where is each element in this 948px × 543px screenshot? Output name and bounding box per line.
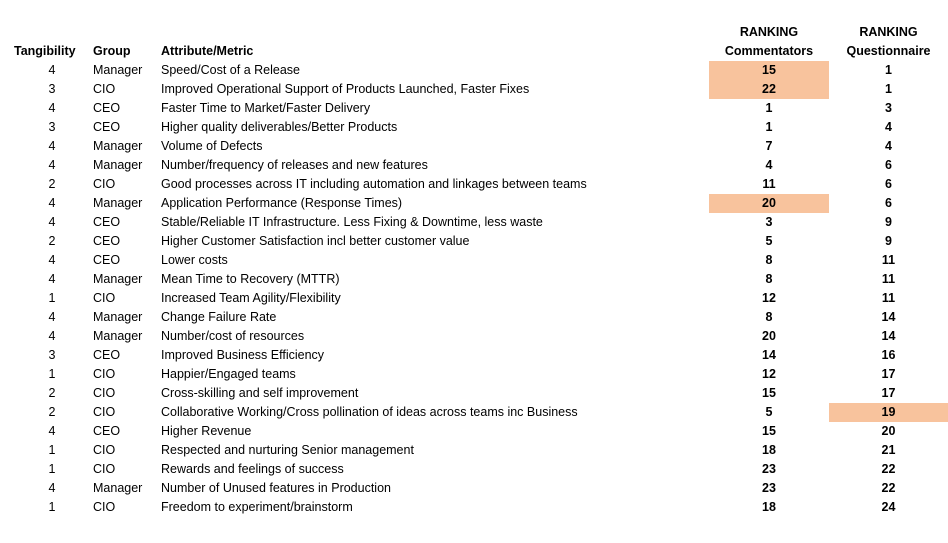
commentators-rank-cell: 8	[765, 310, 773, 324]
group-cell: Manager	[93, 63, 143, 77]
group-cell: CIO	[93, 177, 116, 191]
commentators-rank-cell: 14	[762, 348, 776, 362]
tangibility-cell: 4	[48, 101, 56, 115]
commentators-rank-cell: 12	[762, 291, 776, 305]
questionnaire-rank-cell: 6	[885, 196, 892, 210]
table-row	[0, 251, 948, 270]
tangibility-cell: 4	[48, 253, 56, 267]
table-row	[0, 61, 948, 80]
commentators-rank-cell: 12	[762, 367, 776, 381]
tangibility-cell: 4	[48, 481, 56, 495]
questionnaire-rank-cell: 11	[881, 291, 896, 305]
attribute-cell: Good processes across IT including automation and linkages between teams	[161, 177, 587, 191]
commentators-rank-cell: 1	[765, 120, 773, 134]
group-cell: CEO	[93, 424, 121, 438]
questionnaire-rank-cell: 14	[881, 329, 896, 343]
tangibility-cell: 2	[48, 405, 56, 419]
tangibility-cell: 1	[48, 462, 56, 476]
header-ranking-questionnaire-line1: RANKING	[859, 25, 918, 39]
tangibility-cell: 3	[48, 348, 56, 362]
questionnaire-rank-cell: 9	[885, 215, 892, 229]
attribute-cell: Respected and nurturing Senior management	[161, 443, 414, 457]
commentators-rank-cell: 15	[762, 424, 776, 438]
commentators-rank-cell: 5	[765, 405, 773, 419]
tangibility-cell: 4	[48, 63, 56, 77]
commentators-rank-cell: 23	[762, 481, 776, 495]
header-ranking-questionnaire-line2: Questionnaire	[846, 44, 931, 58]
group-cell: CIO	[93, 405, 116, 419]
attribute-cell: Change Failure Rate	[161, 310, 277, 324]
group-cell: CIO	[93, 500, 116, 514]
questionnaire-rank-cell: 11	[881, 253, 896, 267]
tangibility-cell: 4	[48, 424, 56, 438]
commentators-rank-cell: 8	[765, 272, 773, 286]
table-row	[0, 441, 948, 460]
table-row	[0, 80, 948, 99]
questionnaire-rank-cell: 1	[885, 82, 892, 96]
tangibility-cell: 4	[48, 272, 56, 286]
commentators-rank-cell: 22	[709, 80, 829, 99]
group-cell: CEO	[93, 234, 121, 248]
table-row	[0, 403, 948, 422]
attribute-cell: Speed/Cost of a Release	[161, 63, 300, 77]
table-row	[0, 327, 948, 346]
tangibility-cell: 4	[48, 329, 56, 343]
header-ranking-commentators-line2: Commentators	[724, 44, 814, 58]
table-row	[0, 270, 948, 289]
commentators-rank-cell: 4	[765, 158, 773, 172]
tangibility-cell: 4	[48, 158, 56, 172]
group-cell: CIO	[93, 386, 116, 400]
attribute-cell: Number of Unused features in Production	[161, 481, 391, 495]
table-row	[0, 479, 948, 498]
table-row	[0, 384, 948, 403]
questionnaire-rank-cell: 19	[829, 403, 948, 422]
group-cell: Manager	[93, 139, 143, 153]
attribute-cell: Application Performance (Response Times)	[161, 196, 403, 210]
tangibility-cell: 1	[48, 443, 56, 457]
group-cell: Manager	[93, 272, 143, 286]
group-cell: CEO	[93, 101, 121, 115]
tangibility-cell: 1	[48, 291, 56, 305]
ranking-table	[0, 61, 948, 517]
table-row	[0, 232, 948, 251]
attribute-cell: Higher Revenue	[161, 424, 252, 438]
header-ranking-commentators-line1: RANKING	[739, 25, 799, 39]
attribute-cell: Cross-skilling and self improvement	[161, 386, 359, 400]
attribute-cell: Higher quality deliverables/Better Products	[161, 120, 398, 134]
questionnaire-rank-cell: 6	[885, 177, 892, 191]
commentators-rank-cell: 23	[762, 462, 776, 476]
questionnaire-rank-cell: 11	[881, 272, 896, 286]
questionnaire-rank-cell: 21	[881, 443, 896, 457]
group-cell: CIO	[93, 367, 116, 381]
commentators-rank-cell: 20	[709, 194, 829, 213]
attribute-cell: Improved Operational Support of Products Launched, Faster Fixes	[161, 82, 530, 96]
group-cell: CEO	[93, 215, 121, 229]
commentators-rank-cell: 3	[765, 215, 773, 229]
table-row	[0, 460, 948, 479]
attribute-cell: Volume of Defects	[161, 139, 263, 153]
questionnaire-rank-cell: 4	[885, 120, 892, 134]
tangibility-cell: 1	[48, 367, 56, 381]
commentators-rank-cell: 20	[762, 329, 776, 343]
tangibility-cell: 2	[48, 177, 56, 191]
table-row	[0, 346, 948, 365]
table-row	[0, 137, 948, 156]
questionnaire-rank-cell: 20	[881, 424, 896, 438]
group-cell: CIO	[93, 462, 116, 476]
group-cell: CEO	[93, 120, 121, 134]
header-tangibility: Tangibility	[14, 44, 76, 58]
questionnaire-rank-cell: 17	[881, 386, 896, 400]
group-cell: CEO	[93, 348, 121, 362]
group-cell: Manager	[93, 481, 143, 495]
table-row	[0, 213, 948, 232]
attribute-cell: Number/cost of resources	[161, 329, 305, 343]
table-row	[0, 194, 948, 213]
questionnaire-rank-cell: 17	[881, 367, 896, 381]
tangibility-cell: 2	[48, 234, 56, 248]
tangibility-cell: 1	[48, 500, 56, 514]
attribute-cell: Number/frequency of releases and new features	[161, 158, 428, 172]
table-row	[0, 365, 948, 384]
group-cell: Manager	[93, 310, 143, 324]
tangibility-cell: 4	[48, 310, 56, 324]
table-row	[0, 175, 948, 194]
commentators-rank-cell: 8	[765, 253, 773, 267]
questionnaire-rank-cell: 22	[881, 462, 896, 476]
attribute-cell: Higher Customer Satisfaction incl better customer value	[161, 234, 470, 248]
commentators-rank-cell: 18	[762, 443, 776, 457]
commentators-rank-cell: 18	[762, 500, 776, 514]
tangibility-cell: 2	[48, 386, 56, 400]
group-cell: Manager	[93, 329, 143, 343]
group-cell: CIO	[93, 291, 116, 305]
commentators-rank-cell: 15	[709, 61, 829, 80]
tangibility-cell: 3	[48, 120, 56, 134]
table-row	[0, 308, 948, 327]
attribute-cell: Rewards and feelings of success	[161, 462, 344, 476]
header-attribute: Attribute/Metric	[161, 44, 254, 58]
attribute-cell: Stable/Reliable IT Infrastructure. Less Fixing & Downtime, less waste	[161, 215, 543, 229]
table-row	[0, 156, 948, 175]
table-row	[0, 289, 948, 308]
attribute-cell: Collaborative Working/Cross pollination of ideas across teams inc Business	[161, 405, 578, 419]
questionnaire-rank-cell: 3	[885, 101, 892, 115]
attribute-cell: Faster Time to Market/Faster Delivery	[161, 101, 371, 115]
attribute-cell: Happier/Engaged teams	[161, 367, 296, 381]
questionnaire-rank-cell: 14	[881, 310, 896, 324]
table-row	[0, 422, 948, 441]
tangibility-cell: 4	[48, 196, 56, 210]
commentators-rank-cell: 11	[762, 177, 776, 191]
commentators-rank-cell: 15	[762, 386, 776, 400]
attribute-cell: Increased Team Agility/Flexibility	[161, 291, 341, 305]
attribute-cell: Lower costs	[161, 253, 228, 267]
questionnaire-rank-cell: 24	[881, 500, 896, 514]
header-group: Group	[93, 44, 131, 58]
questionnaire-rank-cell: 6	[885, 158, 892, 172]
table-row	[0, 118, 948, 137]
tangibility-cell: 3	[48, 82, 56, 96]
commentators-rank-cell: 7	[765, 139, 773, 153]
tangibility-cell: 4	[48, 139, 56, 153]
attribute-cell: Mean Time to Recovery (MTTR)	[161, 272, 340, 286]
tangibility-cell: 4	[48, 215, 56, 229]
questionnaire-rank-cell: 9	[885, 234, 892, 248]
group-cell: CEO	[93, 253, 121, 267]
table-row	[0, 99, 948, 118]
group-cell: CIO	[93, 82, 116, 96]
questionnaire-rank-cell: 1	[885, 63, 892, 77]
group-cell: CIO	[93, 443, 116, 457]
attribute-cell: Improved Business Efficiency	[161, 348, 325, 362]
questionnaire-rank-cell: 16	[881, 348, 896, 362]
table-row	[0, 498, 948, 517]
questionnaire-rank-cell: 4	[885, 139, 892, 153]
commentators-rank-cell: 5	[765, 234, 773, 248]
commentators-rank-cell: 1	[765, 101, 773, 115]
group-cell: Manager	[93, 196, 143, 210]
attribute-cell: Freedom to experiment/brainstorm	[161, 500, 353, 514]
group-cell: Manager	[93, 158, 143, 172]
questionnaire-rank-cell: 22	[881, 481, 896, 495]
